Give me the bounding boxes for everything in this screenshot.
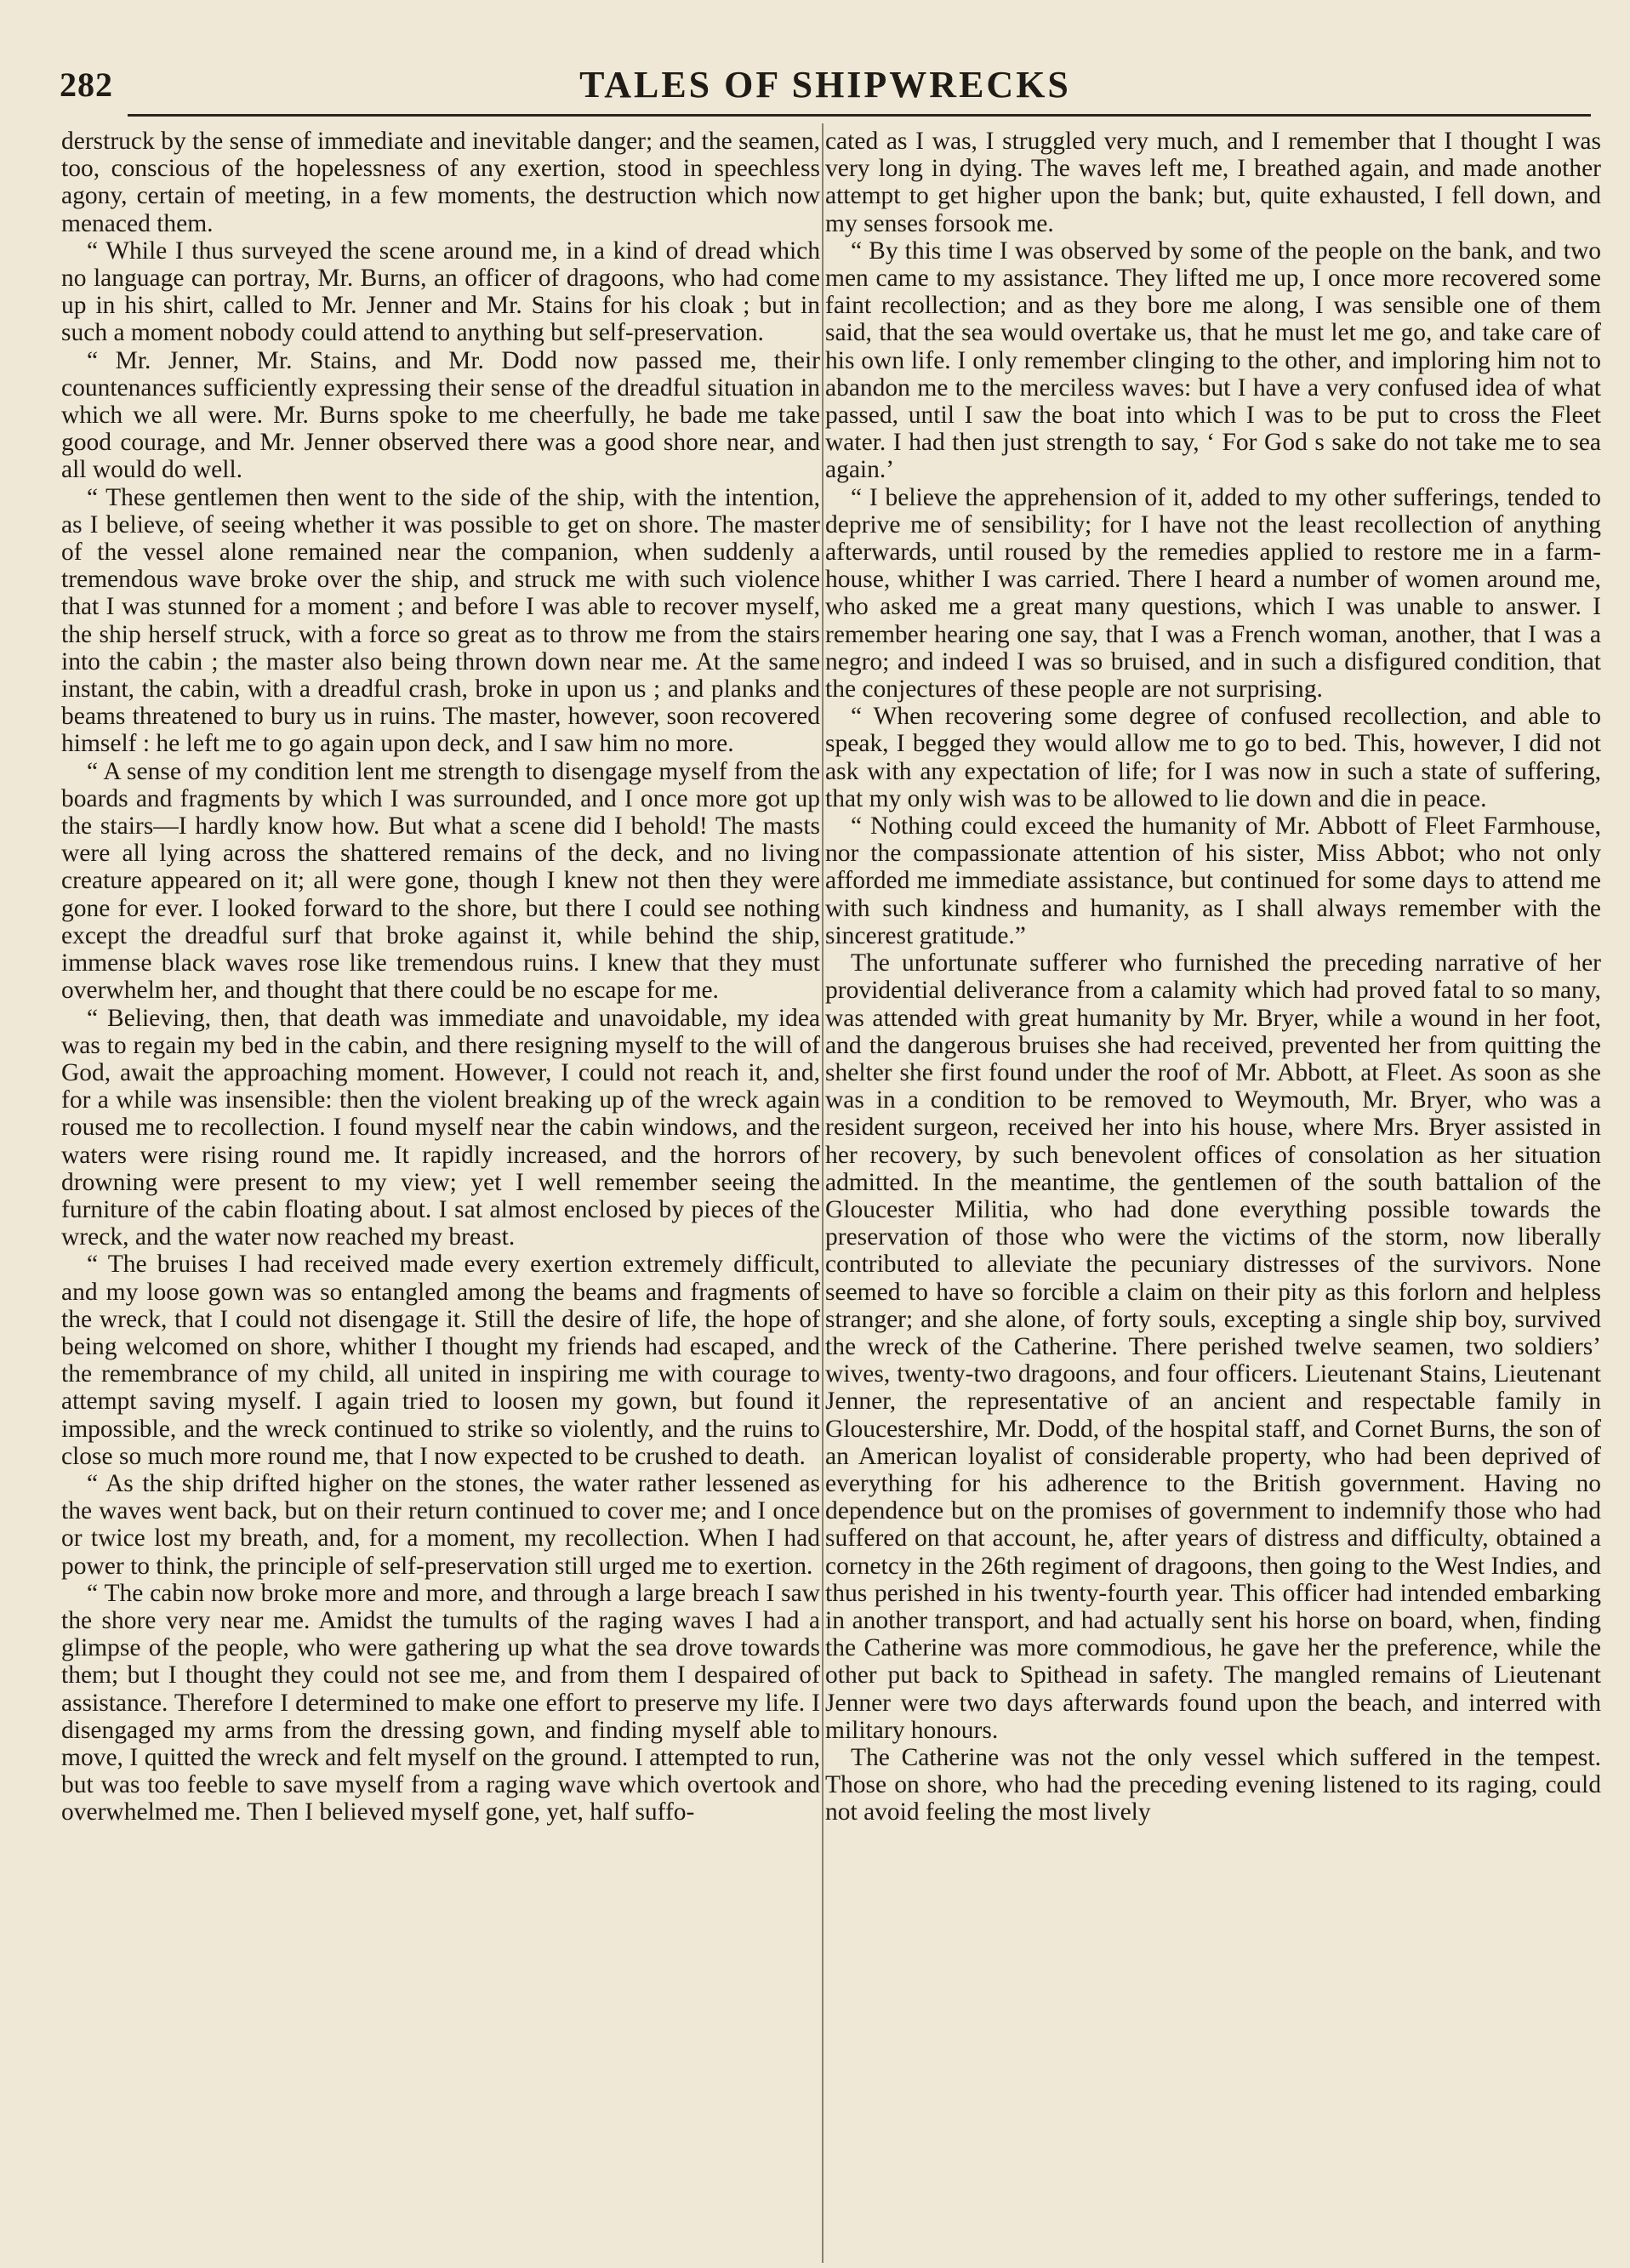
paragraph: “ Believing, then, that death was immediate and unavoidable, my idea was to regain my bed in the cabin, and there resigning myself to the will of God, await the approaching moment. However, I could not reach it, and, for a while was insensible: then the violent breaking up of the wreck again roused me to recollection. I found myself near the cabin windows, and the waters were rising round me. It rapidly increased, and the horrors of drowning were present to my view; yet I well remember seeing the furniture of the cabin floating about. I sat almost enclosed by pieces of the wreck, and the water now reached my breast. (61, 1004, 820, 1251)
page-number: 282 (60, 66, 113, 104)
paragraph: The Catherine was not the only vessel which suffered in the tempest. Those on shore, who had the preceding evening listened to its raging, could not avoid feeling the most lively (825, 1743, 1601, 1826)
header-rule (128, 114, 1591, 117)
paragraph: “ As the ship drifted higher on the stones, the water rather lessened as the waves went back, but on their return continued to cover me; and I once or twice lost my breath, and, for a moment, my recollection. When I had power to think, the principle of self-preservation still urged me to exertion. (61, 1469, 820, 1580)
paragraph: “ The bruises I had received made every exertion extremely difficult, and my loose gown was so entangled among the beams and fragments of the wreck, that I could not disengage it. Still the desire of life, the hope of being welcomed on shore, whither I thought my friends had escaped, and the remembrance of my child, all united in inspiring me with courage to attempt saving myself. I again tried to loosen my gown, but found it impossible, and the wreck continued to strike so violently, and the ruins to close so much more round me, that I now expected to be crushed to death. (61, 1251, 820, 1470)
paragraph: “ I believe the apprehension of it, added to my other sufferings, tended to deprive me of sensibility; for I have not the least recollection of anything afterwards, until roused by the remedies applied to restore me in a farm-house, whither I was carried. There I heard a number of women around me, who asked me a great many questions, which I was unable to answer. I remember hearing one say, that I was a French woman, another, that I was a negro; and indeed I was so bruised, and in such a disfigured condition, that the conjectures of these people are not surprising. (825, 483, 1601, 704)
right-column (825, 128, 1601, 2259)
paragraph: cated as I was, I struggled very much, and I remember that I thought I was very long in dying. The waves left me, I breathed again, and made another attempt to get higher upon the bank; but, quite exhausted, I fell down, and my senses forsook me. (825, 128, 1601, 237)
column-divider (822, 123, 824, 2263)
paragraph: “ While I thus surveyed the scene around me, in a kind of dread which no language can portray, Mr. Burns, an officer of dragoons, who had come up in his shirt, called to Mr. Jenner and Mr. Stains for his cloak ; but in such a moment nobody could attend to anything but self-preservation. (61, 236, 820, 347)
paragraph: “ By this time I was observed by some of the people on the bank, and two men came to my assistance. They lifted me up, I once more recovered some faint recollection; and as they bore me along, I was sensible one of them said, that the sea would overtake us, that he must let me go, and take care of his own life. I only remember clinging to the other, and imploring him not to abandon me to the merciless waves: but I have a very confused idea of what passed, until I saw the boat into which I was to be put to cross the Fleet water. I had then just strength to say, ‘ For God s sake do not take me to sea again.’ (825, 236, 1601, 484)
page-header (60, 49, 1591, 109)
paragraph: “ A sense of my condition lent me strength to disengage myself from the boards and fragments by which I was surrounded, and I once more got up the stairs—I hardly know how. But what a scene did I behold! The masts were all lying across the shattered remains of the deck, and no living creature appeared on it; all were gone, though I knew not then they were gone for ever. I looked forward to the shore, but there I could see nothing except the dreadful surf that broke against it, while behind the ship, immense black waves rose like tremendous ruins. I knew that they must overwhelm her, and thought that there could be no escape for me. (61, 757, 820, 1005)
paragraph: “ These gentlemen then went to the side of the ship, with the intention, as I believe, of seeing whether it was possible to get on shore. The master of the vessel alone remained near the companion, when suddenly a tremendous wave broke over the ship, and struck me with such violence that I was stunned for a moment ; and before I was able to recover myself, the ship herself struck, with a force so great as to throw me from the stairs into the cabin ; the master also being thrown down near me. At the same instant, the cabin, with a dreadful crash, broke in upon us ; and planks and beams threatened to bury us in ruins. The master, however, soon recovered himself : he left me to go again upon deck, and I saw him no more. (61, 483, 820, 758)
running-head: TALES OF SHIPWRECKS (579, 64, 1071, 105)
left-column (61, 128, 820, 2259)
paragraph: “ When recovering some degree of confused recollection, and able to speak, I begged they would allow me to go to bed. This, however, I did not ask with any expectation of life; for I was now in such a state of suffering, that my only wish was to be allowed to lie down and die in peace. (825, 703, 1601, 812)
paragraph: “ Mr. Jenner, Mr. Stains, and Mr. Dodd now passed me, their countenances sufficiently expressing their sense of the dreadful situation in which we all were. Mr. Burns spoke to me cheerfully, he bade me take good courage, and Mr. Jenner observed there was a good shore near, and all would do well. (61, 346, 820, 484)
paragraph: “ The cabin now broke more and more, and through a large breach I saw the shore very near me. Amidst the tumults of the raging waves I had a glimpse of the people, who were gathering up what the sea drove towards them; but I thought they could not see me, and from them I despaired of assistance. Therefore I determined to make one effort to preserve my life. I disengaged my arms from the dressing gown, and finding myself able to move, I quitted the wreck and felt myself on the ground. I attempted to run, but was too feeble to save myself from a raging wave which overtook and overwhelmed me. Then I believed myself gone, yet, half suffo- (61, 1579, 820, 1826)
paragraph: The unfortunate sufferer who furnished the preceding narrative of her providential deliverance from a calamity which had proved fatal to so many, was attended with great humanity by Mr. Bryer, while a wound in her foot, and the dangerous bruises she had received, prevented her from quitting the shelter she first found under the roof of Mr. Abbott, at Fleet. As soon as she was in a condition to be removed to Weymouth, Mr. Bryer, who was a resident surgeon, received her into his house, where Mrs. Bryer assisted in her recovery, by such benevolent offices of consolation as her situation admitted. In the meantime, the gentlemen of the south battalion of the Gloucester Militia, who had done everything possible towards the preservation of those who were the victims of the storm, now liberally contributed to alleviate the pecuniary distresses of the survivors. None seemed to have so forcible a claim on their pity as this forlorn and helpless stranger; and she alone, of forty souls, excepting a single ship boy, survived the wreck of the Catherine. There perished twelve seamen, two soldiers’ wives, twenty-two dragoons, and four officers. Lieutenant Stains, Lieutenant Jenner, the representative of an ancient and respectable family in Gloucestershire, Mr. Dodd, of the hospital staff, and Cornet Burns, the son of an American loyalist of considerable property, who had been deprived of everything for his adherence to the British government. Having no dependence but on the promises of government to indemnify those who had suffered on that account, he, after years of distress and difficulty, obtained a cornetcy in the 26th regiment of dragoons, then going to the West Indies, and thus perished in his twenty-fourth year. This officer had intended embarking in another transport, and had actually sent his horse on board, when, finding the Catherine was more commodious, he gave her the preference, while the other put back to Spithead in safety. The mangled remains of Lieutenant Jenner were two days afterwards found upon the beach, and interred with military honours. (825, 949, 1601, 1744)
paragraph: “ Nothing could exceed the humanity of Mr. Abbott of Fleet Farmhouse, nor the compassionate attention of his sister, Miss Abbot; who not only afforded me immediate assistance, but continued for some days to attend me with such kindness and humanity, as I shall always remember with the sincerest gratitude.” (825, 812, 1601, 949)
paragraph: derstruck by the sense of immediate and inevitable danger; and the seamen, too, conscious of the hopelessness of any exertion, stood in speechless agony, certain of meeting, in a few moments, the destruction which now menaced them. (61, 128, 820, 237)
